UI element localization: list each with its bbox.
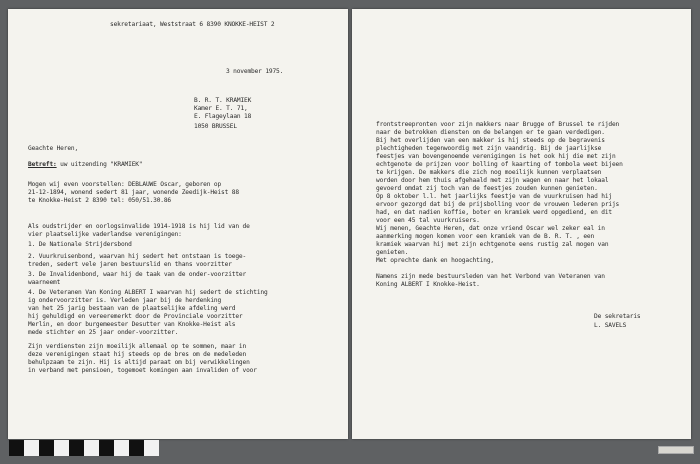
color-swatch — [84, 440, 99, 456]
letter-date: 3 november 1975. — [226, 68, 284, 75]
body-line: treden, sedert vele jaren bestuurslid en thans voorzitter — [28, 261, 232, 268]
body-line: aanmerking mogen komen voor een kramiek van de B. R. T. , een — [376, 233, 595, 240]
sender-address: sekretariaat, Weststraat 6 8390 KNOKKE-HEIST 2 — [110, 21, 275, 28]
body-line: feestjes van bovengenoemde verenigingen is het ook hij die met zijn — [376, 153, 616, 160]
body-line: Als oudstrijder en oorlogsinvalide 1914-1918 is hij lid van de — [28, 223, 250, 230]
body-line: gevoerd omdat zij toch van de feestjes zouden kunnen genieten. — [376, 185, 598, 192]
body-line: te Knokke-Heist 2 8390 tel: 050/51.30.86 — [28, 197, 172, 204]
letter-page-left — [8, 9, 348, 439]
body-line: Zijn verdiensten zijn moeilijk allemaal op te sommen, maar in — [28, 343, 247, 350]
color-swatch — [69, 440, 84, 456]
body-line: Op 8 oktober l.l. het jaarlijks feestje van de vuurkruisen had hij — [376, 193, 612, 200]
color-swatch — [144, 440, 159, 456]
body-line: ervoor gezorgd dat bij de prijsbolling voor de vrouwen lederen prijs — [376, 201, 620, 208]
body-line: kramiek waarvan hij met zijn echtgenote eens rustig zal mogen van — [376, 241, 609, 248]
body-line: Namens zijn mede bestuursleden van het Verbond van Veteranen van — [376, 273, 605, 280]
body-line: 21-12-1894, wonend sedert 81 jaar, wonende Zeedijk-Heist 88 — [28, 189, 239, 196]
body-line: Mogen wij even voorstellen: DEBLAUWE Oscar, geboren op — [28, 181, 222, 188]
color-swatch — [129, 440, 144, 456]
color-swatch — [24, 440, 39, 456]
body-line: Bij het overlijden van een makker is hij steeds op de begravenis — [376, 137, 605, 144]
body-line: naar de betrokken diensten om de belangen er te gaan verdedigen. — [376, 129, 605, 136]
body-line: mede stichter en 25 jaar onder-voorzitter. — [28, 329, 179, 336]
body-line: voor een 45 tal vuurkruisers. — [376, 217, 480, 224]
body-line: plechtigheden tegenwoordig met zijn vaandrig. Bij de jaarlijkse — [376, 145, 602, 152]
subject-line — [28, 161, 142, 169]
color-swatch — [9, 440, 24, 456]
body-line: in verband met pensioen, togemoet komingen aan invaliden of voor — [28, 367, 257, 374]
addressee-line: 1050 BRUSSEL — [194, 123, 237, 130]
salutation: Geachte Heren, — [28, 145, 79, 152]
body-line: echtgenote de prijzen voor bolling of kaarting of tombola weet bijeen — [376, 161, 623, 168]
body-line: Merlin, en door burgemeester Desutter van Knokke-Heist als — [28, 321, 236, 328]
body-line: waarneemt — [28, 279, 61, 286]
body-line: te krijgen. De makkers die zich nog moeilijk kunnen verplaatsen — [376, 169, 602, 176]
color-swatch — [114, 440, 129, 456]
addressee-line: B. R. T. KRAMIEK — [194, 97, 252, 104]
body-line: had, en dat nadien koffie, boter en kramiek werd opgediend, en dit — [376, 209, 612, 216]
addressee-line: Kamer E. T. 71, — [194, 105, 248, 112]
color-swatch — [54, 440, 69, 456]
subject-label: Betreft: — [28, 161, 57, 168]
body-line: hij gehuldigd en vereeremerkt door de Provinciale voorzitter — [28, 313, 243, 320]
body-line: vier plaatselijke vaderlandse verenigingen: — [28, 231, 182, 238]
body-line: deze verenigingen staat hij steeds op de bres om de medeleden — [28, 351, 247, 358]
addressee-line: E. Flageylaan 18 — [194, 113, 252, 120]
body-line: frontstreepronten voor zijn makkers naar Brugge of Brussel te rijden — [376, 121, 620, 128]
body-line: worden door hem thuis afgehaald met zijn wagen en naar het lokaal — [376, 177, 609, 184]
body-line: genieten. — [376, 249, 409, 256]
body-line: ig ondervoorzitter is. Verleden jaar bij de herdenking — [28, 297, 222, 304]
body-line: 2. Vuurkruisenbond, waarvan hij sedert het ontstaan is toege- — [28, 253, 247, 260]
body-line: Wij menen, Geachte Heren, dat onze vriend Oscar wel zeker eal in — [376, 225, 605, 232]
color-swatch — [99, 440, 114, 456]
body-line: 4. De Veteranen Van Koning ALBERT I waarvan hij sedert de stichting — [28, 289, 268, 296]
body-line: Koning ALBERT I Knokke-Heist. — [376, 281, 480, 288]
body-line: 3. De Invalidenbond, waar hij de taak van de onder-voorzitter — [28, 271, 247, 278]
archive-label — [658, 446, 694, 454]
body-line: 1. De Nationale Strijdersbond — [28, 241, 132, 248]
body-line: van het 25 jarig bestaan van de plaatselijke afdeling werd — [28, 305, 236, 312]
signature-title: De sekretaris — [594, 313, 641, 320]
letter-page-right — [352, 9, 691, 439]
signature-name: L. SAVELS — [594, 322, 627, 329]
body-line: Met oprechte dank en hoogachting, — [376, 257, 494, 264]
subject-text: uw uitzending "KRAMIEK" — [56, 161, 143, 168]
body-line: behulpzaam te zijn. Hij is altijd paraat om bij verwikkelingen — [28, 359, 250, 366]
color-calibration-bar — [9, 440, 159, 456]
color-swatch — [39, 440, 54, 456]
